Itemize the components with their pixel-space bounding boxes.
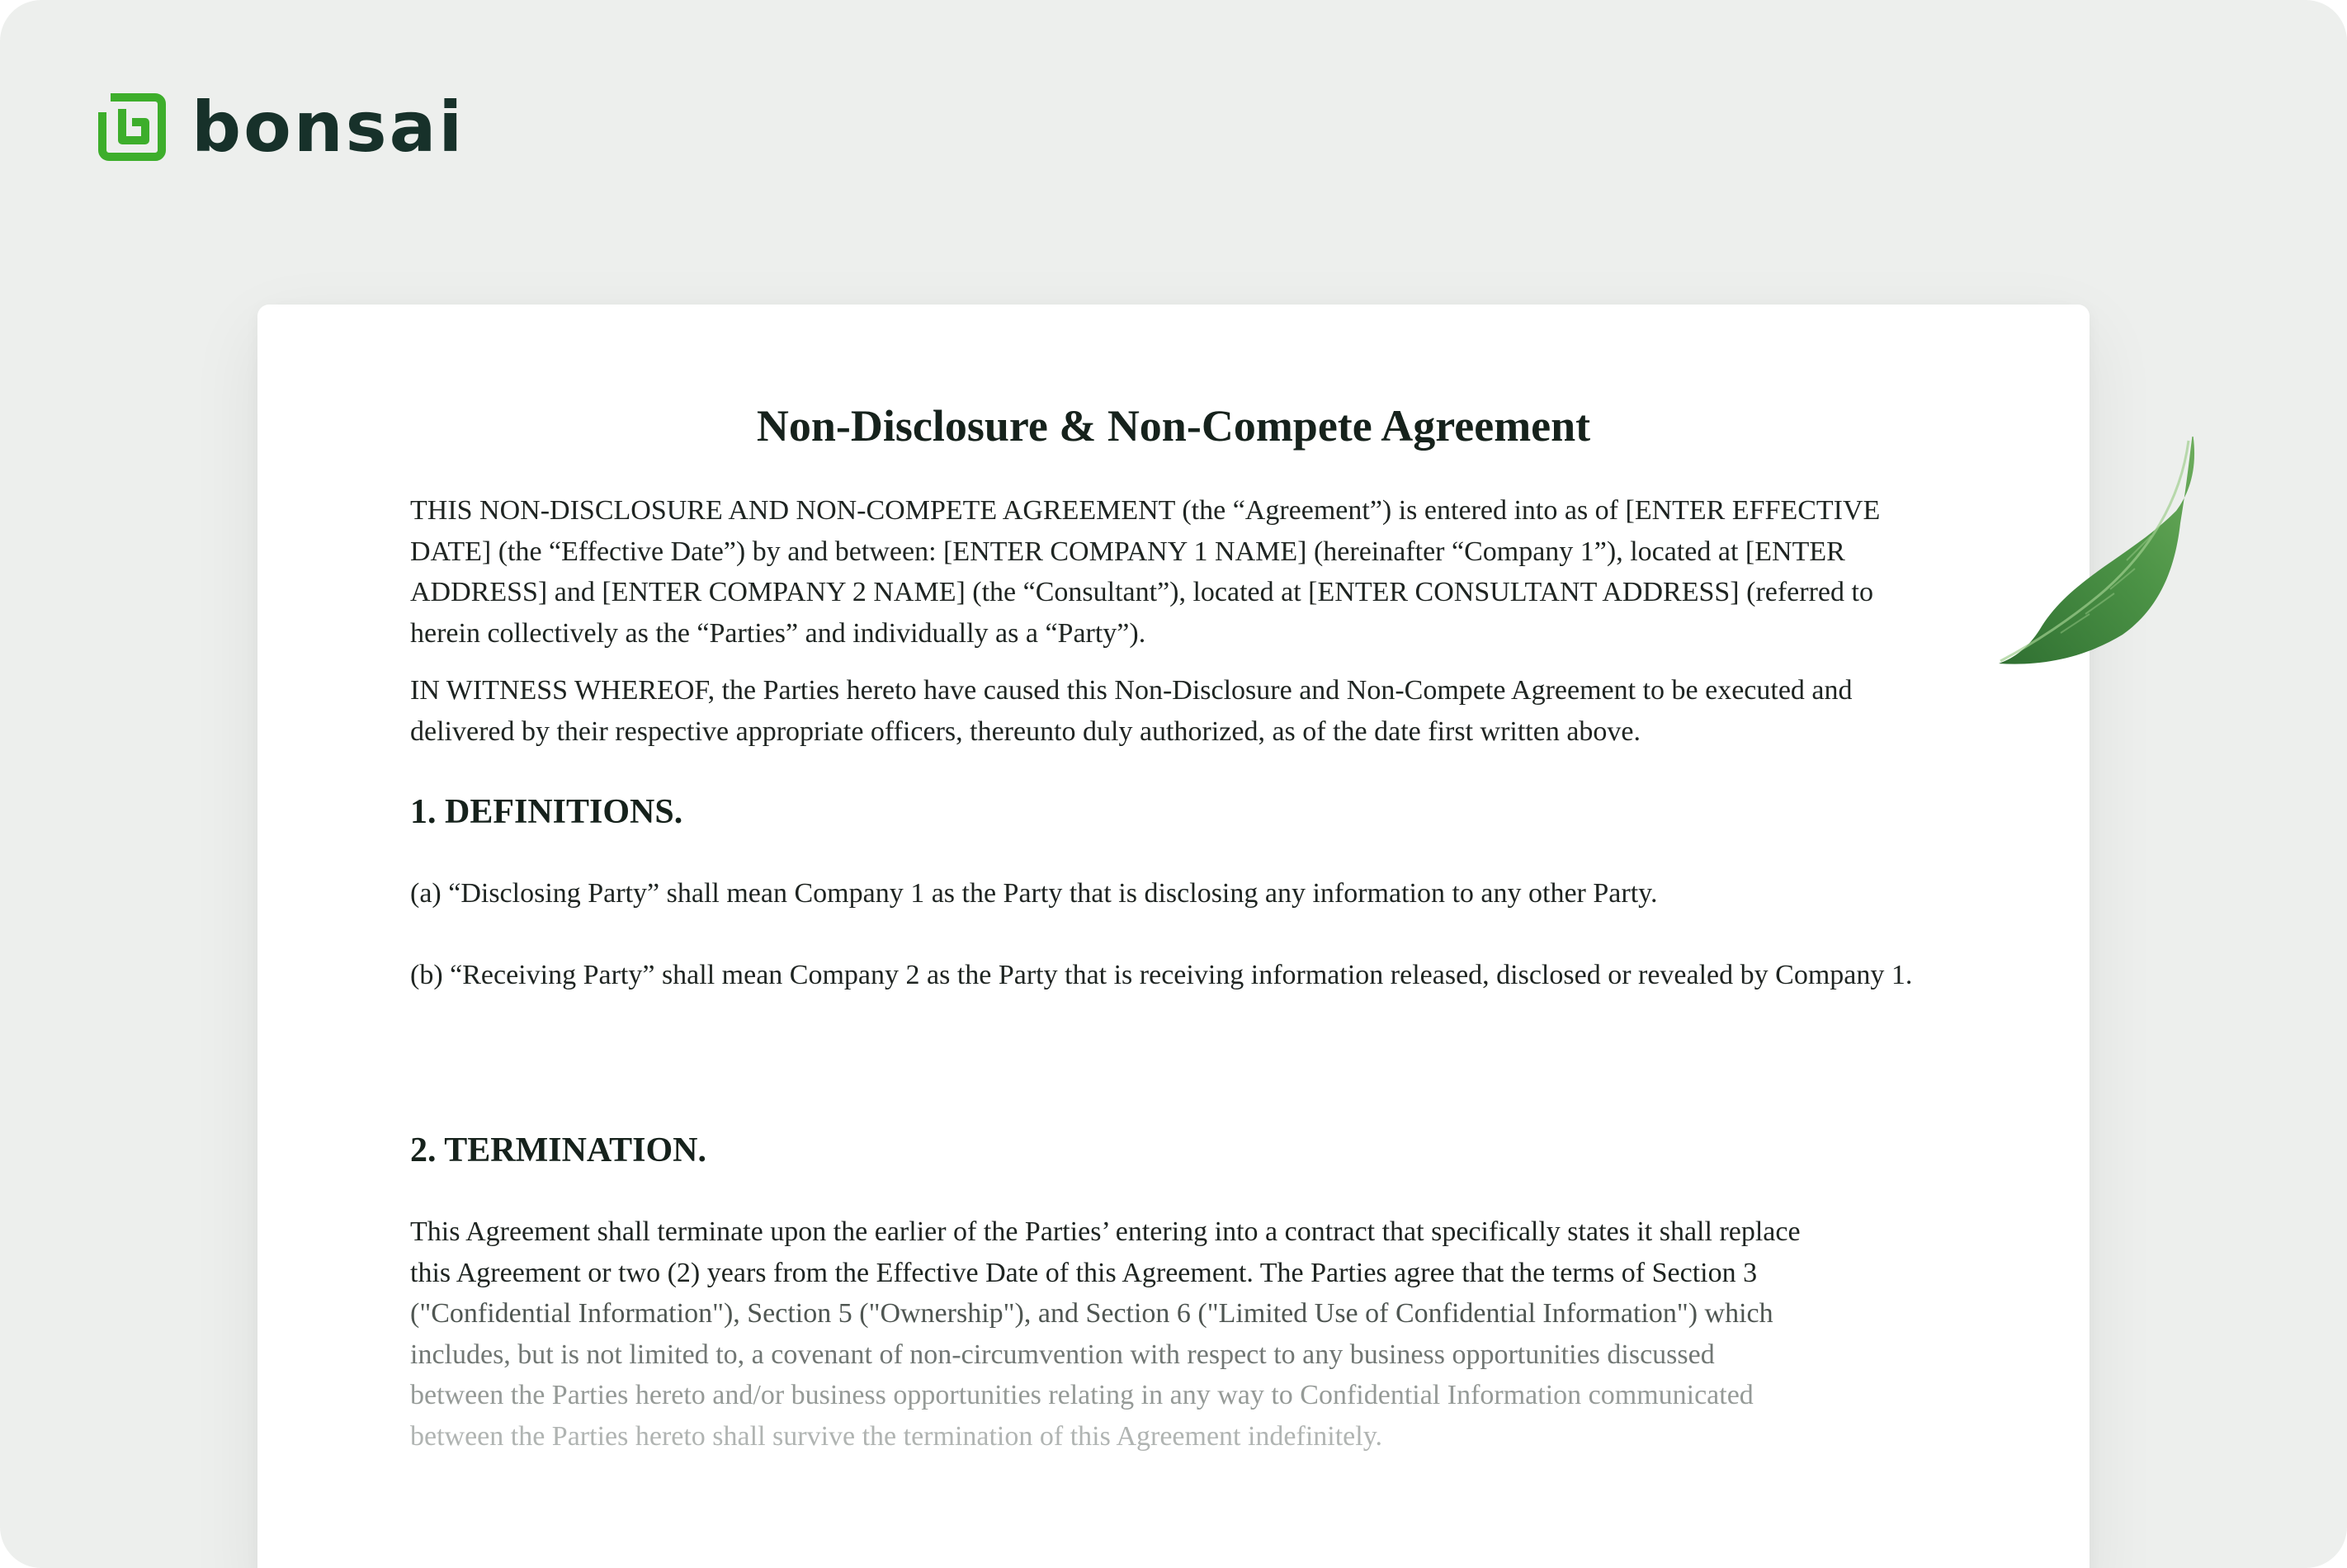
termination-line: between the Parties hereto shall survive the termination of this Agreement indefinitely. xyxy=(410,1420,1383,1452)
definition-receiving-party: (b) “Receiving Party” shall mean Company 2 as the Party that is receiving information released, disclosed or revealed by Company 1. xyxy=(410,960,1913,990)
termination-paragraph xyxy=(410,1211,1978,1457)
definition-disclosing-party: (a) “Disclosing Party” shall mean Company 1 as the Party that is disclosing any information to any other Party. xyxy=(410,878,1658,909)
document-title: Non-Disclosure & Non-Compete Agreement xyxy=(756,401,1591,451)
leaf-icon xyxy=(1941,437,2271,750)
bonsai-logo[interactable] xyxy=(97,87,465,168)
bonsai-logo-icon xyxy=(97,92,167,162)
brand-name: bonsai xyxy=(191,87,465,168)
document-page xyxy=(257,305,2090,1568)
intro-paragraph: THIS NON-DISCLOSURE AND NON-COMPETE AGREEMENT (the “Agreement”) is entered into as of [ENTER EFFECTIVE DATE] (the “Effective Date”) by and between: [ENTER COMPANY 1 NAME] (hereinafter “Company 1”), located at [ENTER ADDRESS] and [ENTER COMPANY 2 NAME] (the “Consultant”), located at [ENTER CONSULTANT ADDRESS] (referred to herein collectively as the “Parties” and individually as a “Party”). xyxy=(410,495,1881,649)
witness-paragraph: IN WITNESS WHEREOF, the Parties hereto have caused this Non-Disclosure and Non-Compete Agreement to be executed and delivered by their respective appropriate officers, thereunto duly authorized, as of the date first written above. xyxy=(410,675,1853,747)
termination-line: This Agreement shall terminate upon the earlier of the Parties’ entering into a contract that specifically states it shall replace xyxy=(410,1216,1801,1247)
section-definitions-heading: 1. DEFINITIONS. xyxy=(410,793,683,831)
termination-line: between the Parties hereto and/or business opportunities relating in any way to Confidential Information communicated xyxy=(410,1380,1754,1410)
termination-line: ("Confidential Information"), Section 5 ("Ownership"), and Section 6 ("Limited Use of Confidential Information") which xyxy=(410,1298,1773,1329)
section-termination-heading: 2. TERMINATION. xyxy=(410,1131,706,1169)
termination-line: includes, but is not limited to, a covenant of non-circumvention with respect to any business opportunities discussed xyxy=(410,1339,1715,1370)
termination-line: this Agreement or two (2) years from the Effective Date of this Agreement. The Parties agree that the terms of Section 3 xyxy=(410,1257,1758,1288)
